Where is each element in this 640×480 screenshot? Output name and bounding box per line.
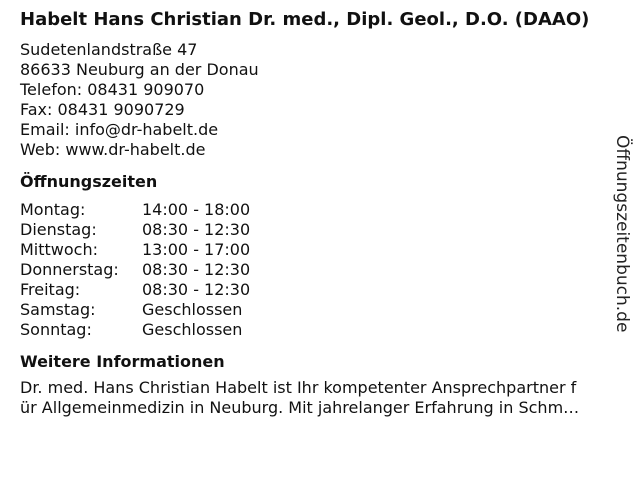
hours-time: Geschlossen <box>142 300 243 319</box>
hours-time: 08:30 - 12:30 <box>142 260 251 279</box>
hours-day: Samstag: <box>20 300 96 319</box>
more-info-line: ür Allgemeinmedizin in Neuburg. Mit jahrelanger Erfahrung in Schm… <box>20 398 580 417</box>
hours-row <box>20 280 250 300</box>
hours-row <box>20 260 250 280</box>
hours-time: Geschlossen <box>142 320 243 339</box>
site-watermark: Öffnungszeitenbuch.de <box>612 135 632 333</box>
email-address: Email: info@dr-habelt.de <box>20 120 219 139</box>
hours-time: 14:00 - 18:00 <box>142 200 251 219</box>
more-info-text <box>20 378 620 418</box>
page-title: Habelt Hans Christian Dr. med., Dipl. Geol., D.O. (DAAO) <box>20 9 590 30</box>
hours-day: Montag: <box>20 200 86 219</box>
hours-row <box>20 220 250 240</box>
opening-hours-table <box>20 200 250 340</box>
hours-day: Sonntag: <box>20 320 92 339</box>
hours-row <box>20 200 250 220</box>
hours-row <box>20 320 250 340</box>
street-address: Sudetenlandstraße 47 <box>20 40 198 59</box>
hours-row <box>20 300 250 320</box>
hours-time: 08:30 - 12:30 <box>142 220 251 239</box>
fax-number: Fax: 08431 9090729 <box>20 100 185 119</box>
city-address: 86633 Neuburg an der Donau <box>20 60 259 79</box>
listing-card <box>20 10 620 418</box>
hours-day: Mittwoch: <box>20 240 98 259</box>
website: Web: www.dr-habelt.de <box>20 140 206 159</box>
phone-number: Telefon: 08431 909070 <box>20 80 205 99</box>
more-info-line: Dr. med. Hans Christian Habelt ist Ihr kompetenter Ansprechpartner f <box>20 378 577 397</box>
more-info-heading: Weitere Informationen <box>20 352 225 371</box>
hours-day: Dienstag: <box>20 220 97 239</box>
contact-block <box>20 40 620 160</box>
hours-time: 13:00 - 17:00 <box>142 240 251 259</box>
hours-day: Freitag: <box>20 280 81 299</box>
opening-hours-heading: Öffnungszeiten <box>20 172 158 191</box>
hours-row <box>20 240 250 260</box>
hours-time: 08:30 - 12:30 <box>142 280 251 299</box>
hours-day: Donnerstag: <box>20 260 119 279</box>
